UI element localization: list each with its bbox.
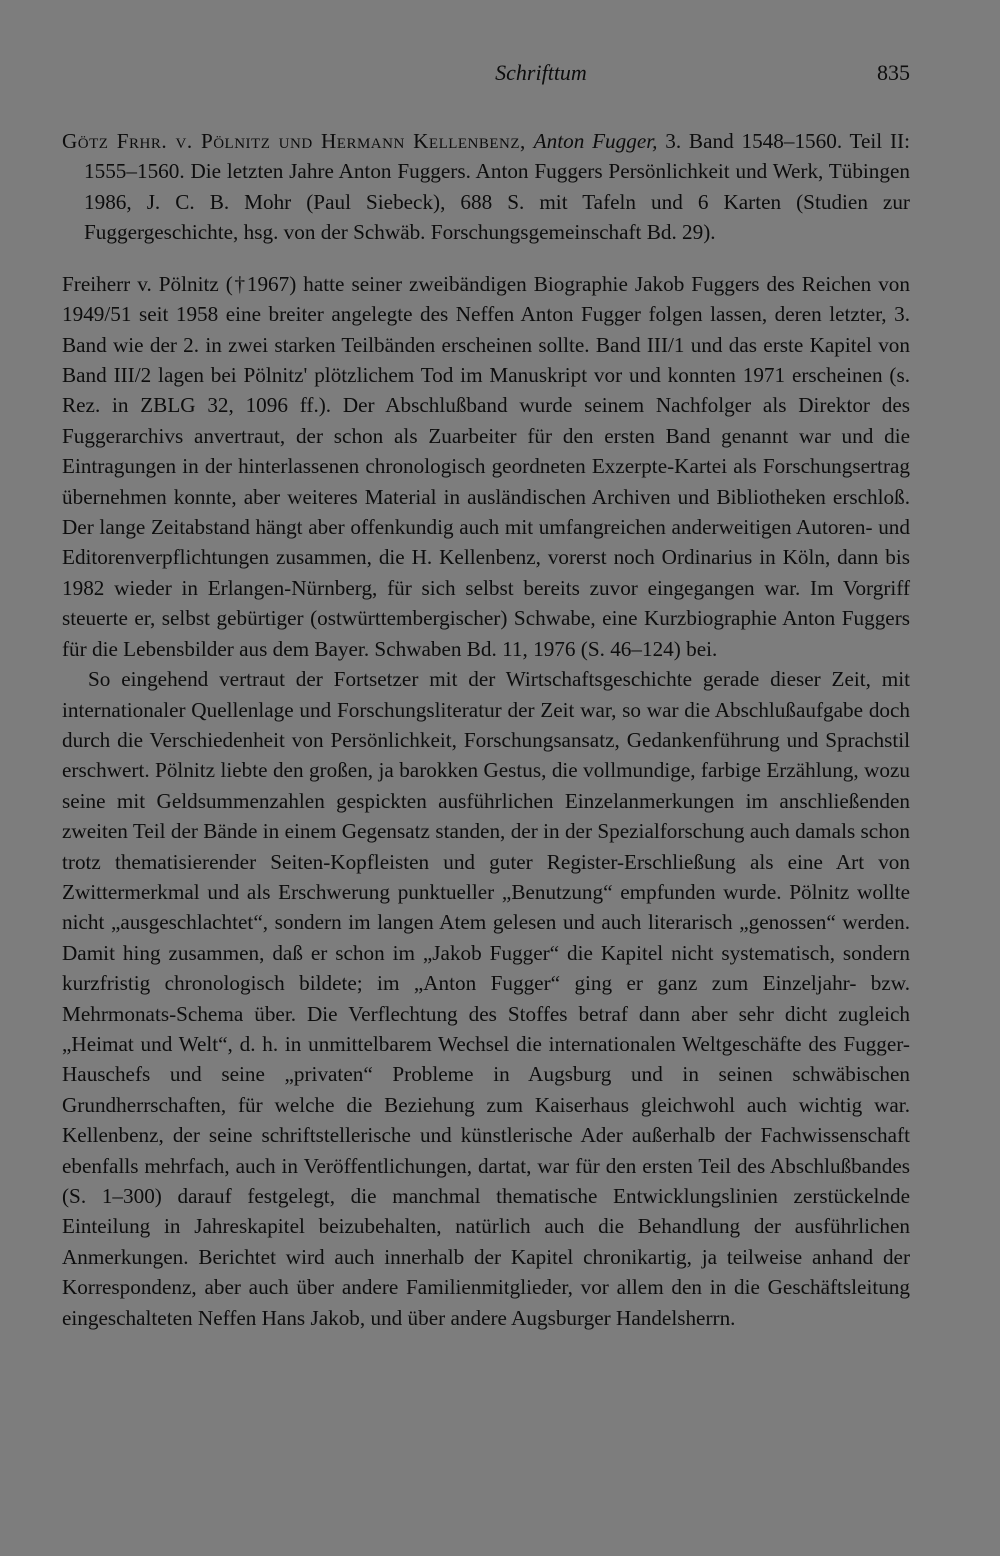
review-paragraph-1: Freiherr v. Pölnitz (†1967) hatte seiner zweibändigen Biographie Jakob Fuggers des Reichen von 1949/51 seit 1958 eine breiter angelegte des Neffen Anton Fugger folgen lassen, deren letzter, 3. Band wie der 2. in zwei starken Teilbänden erscheinen sollte. Band III/1 und das erste Kapitel von Band III/2 lagen bei Pölnitz' plötzlichem Tod im Manuskript vor und konnten 1971 erscheinen (s. Rez. in ZBLG 32, 1096 ff.). Der Abschlußband wurde seinem Nachfolger als Direktor des Fuggerarchivs anvertraut, der schon als Zuarbeiter für den ersten Band genannt war und die Eintragungen in der hinterlassenen chronologisch geordneten Exzerpte-Kartei als Forschungsertrag übernehmen konnte, aber weiteres Material in ausländischen Archiven und Bibliotheken erschloß. Der lange Zeitabstand hängt aber offenkundig auch mit umfangreichen anderweitigen Autoren- und Editorenverpflichtungen zusammen, die H. Kellenbenz, vorerst noch Ordinarius in Köln, dann bis 1982 wieder in Erlangen-Nürnberg, für sich selbst bereits zuvor eingegangen war. Im Vorgriff steuerte er, selbst gebürtiger (ostwürttembergischer) Schwabe, eine Kurzbiographie Anton Fuggers für die Lebensbilder aus dem Bayer. Schwaben Bd. 11, 1976 (S. 46–124) bei. [62, 271, 910, 661]
running-title: Schrifttum [495, 60, 587, 85]
entry-details: 3. Band 1548–1560. Teil II: 1555–1560. Die letzten Jahre Anton Fuggers. Anton Fuggers Persönlichkeit und Werk, Tübingen 1986, J. C. B. Mohr (Paul Siebeck), 688 S. mit Tafeln und 6 Karten (Studien zur Fuggergeschichte, hsg. von der Schwäb. Forschungsgemeinschaft Bd. 29). [84, 129, 910, 245]
page-number: 835 [877, 60, 910, 85]
running-header [62, 60, 910, 94]
book-page [62, 60, 910, 1333]
bibliographic-entry [62, 126, 910, 248]
entry-authors: Götz Frhr. v. Pölnitz und Hermann Kellenbenz, [62, 129, 526, 153]
review-paragraph-2: So eingehend vertraut der Fortsetzer mit der Wirtschaftsgeschichte gerade dieser Zeit, mit internationaler Quellenlage und Forschungsliteratur der Zeit war, so war die Abschlußaufgabe doch durch die Verschiedenheit von Persönlichkeit, Forschungsansatz, Gedankenführung und Sprachstil erschwert. Pölnitz liebte den großen, ja barokken Gestus, die vollmundige, farbige Erzählung, wozu seine mit Geldsummenzahlen gespickten ausführlichen Einzelanmerkungen im anschließenden zweiten Teil der Bände in einem Gegensatz standen, der in der Spezialforschung auch damals schon trotz thematisierender Seiten-Kopfleisten und guter Register-Erschließung als eine Art von Zwittermerkmal und als Erschwerung punktueller „Benutzung“ empfunden wurde. Pölnitz wollte nicht „ausgeschlachtet“, sondern im langen Atem gelesen und auch literarisch „genossen“ werden. Damit hing zusammen, daß er schon im „Jakob Fugger“ die Kapitel nicht systematisch, sondern kurzfristig chronologisch bildete; im „Anton Fugger“ ging er ganz zum Einzeljahr- bzw. Mehrmonats-Schema über. Die Verflechtung des Stoffes betraf dann aber sehr dicht zugleich „Heimat und Welt“, d. h. in unmittelbarem Wechsel die internationalen Weltgeschäfte des Fugger-Hauschefs und seine „privaten“ Probleme in Augsburg und in seinen schwäbischen Grundherrschaften, für welche die Beziehung zum Kaiserhaus gleichwohl auch wichtig war. Kellenbenz, der seine schriftstellerische und künstlerische Ader außerhalb der Fachwissenschaft ebenfalls mehrfach, auch in Veröffentlichungen, dartat, war für den ersten Teil des Abschlußbandes (S. 1–300) darauf festgelegt, die manchmal thematische Entwicklungslinien zerstückelnde Einteilung in Jahreskapitel beizubehalten, natürlich auch die Behandlung der ausführlichen Anmerkungen. Berichtet wird auch innerhalb der Kapitel chronikartig, ja teilweise anhand der Korrespondenz, aber auch über andere Familienmitglieder, vor allem den in die Geschäftsleitung eingeschalteten Neffen Hans Jakob, und über andere Augsburger Handelsherrn. [62, 667, 910, 1330]
entry-title: Anton Fugger, [533, 129, 658, 153]
